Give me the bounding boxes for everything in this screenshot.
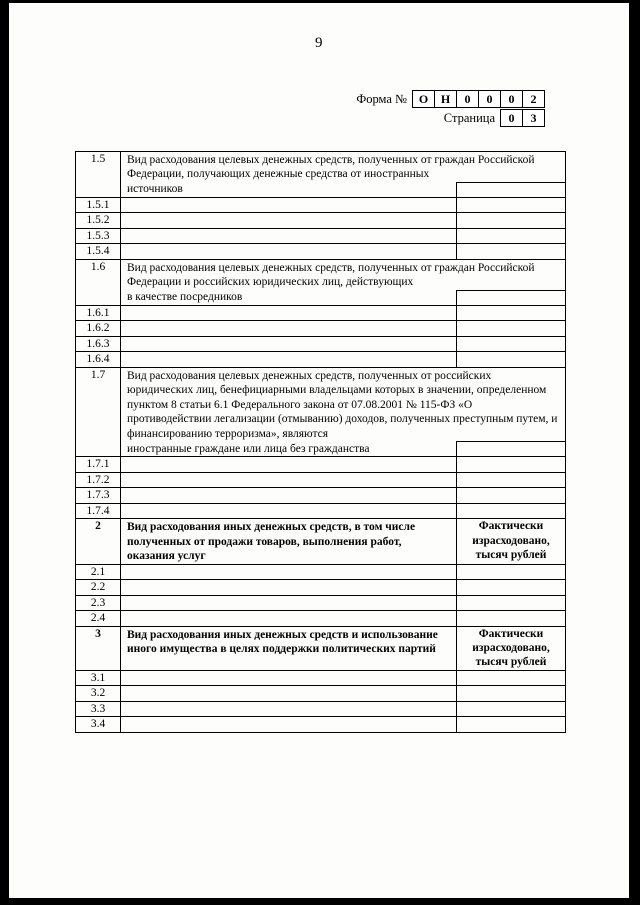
empty-text-cell [121,213,457,228]
empty-value-cell [457,352,566,367]
form-code-box: 0 [456,90,479,108]
empty-value-cell [457,228,566,243]
section-text-cell: источников [121,182,457,197]
section-header-row [76,182,566,197]
table-row [76,580,566,595]
table-row [76,472,566,487]
row-number-cell: 1.6 [76,259,121,305]
empty-value-cell [457,701,566,716]
table-row [76,336,566,351]
form-code-box: 2 [522,90,545,108]
table-row [76,305,566,320]
section-header-row [76,152,566,183]
empty-text-cell [121,717,457,732]
section-text-cell: иностранные граждане или лица без гражданства [121,442,457,457]
empty-text-cell [121,244,457,259]
table-row [76,564,566,579]
row-number-cell: 1.7.4 [76,503,121,518]
row-number-cell: 3.3 [76,701,121,716]
section-text-cell: Вид расходования целевых денежных средств, полученных от граждан Российской Федерации, получающих денежные средства от иностранных [121,152,566,183]
row-number-cell: 1.5.1 [76,197,121,212]
empty-text-cell [121,503,457,518]
form-code-box: Н [434,90,457,108]
empty-value-cell [457,472,566,487]
empty-value-cell [457,670,566,685]
table-row [76,611,566,626]
section-header-row [76,519,566,564]
empty-value-cell [457,503,566,518]
table-row [76,686,566,701]
row-number-cell: 1.6.1 [76,305,121,320]
empty-value-cell [457,595,566,610]
empty-value-cell [457,717,566,732]
row-number-cell: 1.7 [76,367,121,456]
section-header-row [76,367,566,441]
empty-value-cell [457,611,566,626]
empty-value-cell [457,336,566,351]
row-number-cell: 2.2 [76,580,121,595]
table-row [76,244,566,259]
section-text-cell: Вид расходования иных денежных средств и использование иного имущества в целях поддержки политических партий [121,626,457,670]
row-number-cell: 1.7.3 [76,488,121,503]
row-number-cell: 2.1 [76,564,121,579]
empty-value-cell [457,197,566,212]
section-text-cell: Вид расходования целевых денежных средств, полученных от российских юридических лиц, бенефициарными владельцами которых в значении, определенном пунктом 8 статьи 6.1 Федерального закона от 07.08.2001 № 115-ФЗ «О противодействии легализации (отмыванию) доходов, полученных преступным путем, и финансированию терроризма», являются [121,367,566,441]
table-row [76,197,566,212]
empty-text-cell [121,336,457,351]
section-header-row [76,626,566,670]
section-text-cell: Вид расходования иных денежных средств, в том числе полученных от продажи товаров, выполнения работ, оказания услуг [121,519,457,564]
page-code-box: 0 [500,109,523,127]
empty-text-cell [121,686,457,701]
row-number-cell: 1.5.3 [76,228,121,243]
empty-value-cell [457,457,566,472]
row-number-cell: 2.3 [76,595,121,610]
empty-text-cell [121,611,457,626]
section-header-row [76,442,566,457]
page-number-line [9,109,629,127]
row-number-cell: 1.5 [76,152,121,198]
empty-value-cell [457,305,566,320]
form-code-box: О [412,90,435,108]
empty-text-cell [121,595,457,610]
section-text-cell: Вид расходования целевых денежных средств, полученных от граждан Российской Федерации и российских юридических лиц, действующих [121,259,566,290]
row-number-cell: 3 [76,626,121,670]
empty-text-cell [121,488,457,503]
empty-value-cell [457,580,566,595]
table-row [76,670,566,685]
section-header-row [76,259,566,290]
table-row [76,595,566,610]
page-number: 9 [315,35,323,51]
form-number-line [9,90,629,108]
table-row [76,701,566,716]
row-number-cell: 1.5.4 [76,244,121,259]
empty-value-cell [457,182,566,197]
empty-value-cell [457,321,566,336]
table-row [76,352,566,367]
empty-text-cell [121,564,457,579]
row-number-cell: 1.5.2 [76,213,121,228]
row-number-cell: 3.2 [76,686,121,701]
table-row [76,213,566,228]
empty-text-cell [121,670,457,685]
page-code-box: 3 [522,109,545,127]
form-number-label: Форма № [356,91,407,106]
empty-text-cell [121,197,457,212]
form-code-box: 0 [500,90,523,108]
empty-text-cell [121,472,457,487]
page-code-boxes [501,109,545,127]
section-header-row [76,290,566,305]
empty-value-cell [457,564,566,579]
row-number-cell: 1.6.4 [76,352,121,367]
row-number-cell: 1.6.2 [76,321,121,336]
row-number-cell: 1.7.2 [76,472,121,487]
table-row [76,228,566,243]
empty-value-cell [457,213,566,228]
row-number-cell: 3.4 [76,717,121,732]
page-number-label: Страница [443,110,495,125]
empty-value-cell [457,488,566,503]
expenditure-table [75,151,566,733]
row-number-cell: 2.4 [76,611,121,626]
table-row [76,457,566,472]
empty-text-cell [121,580,457,595]
value-header-cell: Фактически израсходовано, тысяч рублей [457,519,566,564]
value-header-cell: Фактически израсходовано, тысяч рублей [457,626,566,670]
row-number-cell: 1.6.3 [76,336,121,351]
empty-value-cell [457,244,566,259]
table-row [76,488,566,503]
section-text-cell: в качестве посредников [121,290,457,305]
table-row [76,717,566,732]
empty-text-cell [121,701,457,716]
document-page [9,3,629,898]
row-number-cell: 2 [76,519,121,564]
empty-text-cell [121,228,457,243]
empty-text-cell [121,321,457,336]
empty-value-cell [457,442,566,457]
form-code-boxes [413,90,545,108]
empty-text-cell [121,305,457,320]
table-row [76,503,566,518]
table-row [76,321,566,336]
row-number-cell: 3.1 [76,670,121,685]
empty-value-cell [457,686,566,701]
form-code-box: 0 [478,90,501,108]
empty-value-cell [457,290,566,305]
empty-text-cell [121,457,457,472]
row-number-cell: 1.7.1 [76,457,121,472]
empty-text-cell [121,352,457,367]
